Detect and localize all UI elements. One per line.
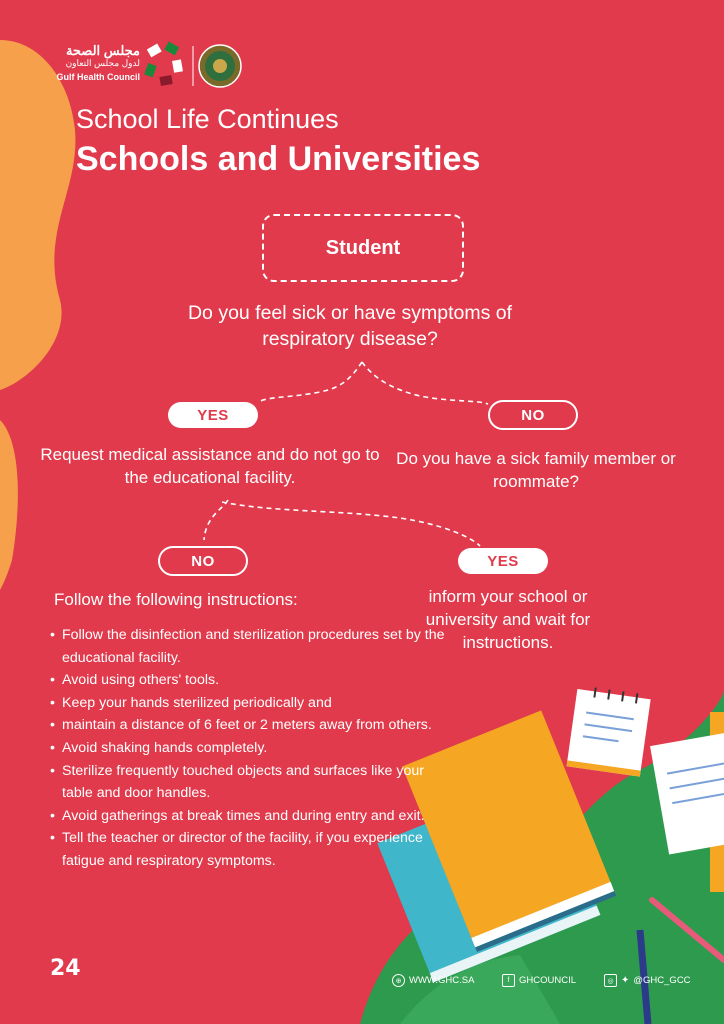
student-label: Student xyxy=(325,236,401,259)
list-item: • Tell the teacher or director of the facility, if you experience fatigue and respiratory symptoms. xyxy=(50,827,450,872)
instructions-title: Follow the following instructions: xyxy=(54,590,298,609)
facebook-icon: f xyxy=(502,974,515,987)
page-subtitle: School Life Continues xyxy=(76,104,339,134)
footer-website[interactable] xyxy=(392,974,474,987)
list-item: • maintain a distance of 6 feet or 2 meters away from others. xyxy=(50,714,450,737)
gcc-seal xyxy=(199,45,241,87)
ghc-flag-emblem xyxy=(143,42,183,86)
question-respiratory: Do you feel sick or have symptoms of respiratory disease? xyxy=(187,302,513,350)
question-sick-family: Do you have a sick family member or roommate? xyxy=(396,449,676,491)
footer-social[interactable] xyxy=(604,974,691,987)
footer-facebook[interactable] xyxy=(502,974,576,987)
inform-school-text: inform your school or university and wait for instructions. xyxy=(425,587,591,652)
no-pill-2: NO xyxy=(158,546,248,576)
page-number: 24 xyxy=(50,956,81,981)
list-item: • Keep your hands sterilized periodically and xyxy=(50,692,450,715)
request-assistance-text: Request medical assistance and do not go to the educational facility. xyxy=(40,445,380,487)
twitter-icon: ✦ xyxy=(621,975,630,986)
list-item: • Avoid shaking hands completely. xyxy=(50,737,450,760)
list-item: • Sterilize frequently touched objects and surfaces like your table and door handles. xyxy=(50,760,450,805)
list-item: • Avoid using others' tools. xyxy=(50,669,450,692)
instructions-list xyxy=(50,624,450,873)
logo-arabic-title: مجلس الصحة xyxy=(65,43,140,58)
orange-blob-left xyxy=(0,420,18,590)
page-title: Schools and Universities xyxy=(76,140,481,178)
website-text: WWW.GHC.SA xyxy=(409,975,475,986)
list-item: • Avoid gatherings at break times and during entry and exit. xyxy=(50,805,450,828)
student-box xyxy=(262,214,464,282)
logo-arabic-subtitle: لدول مجلس التعاون xyxy=(65,58,140,68)
list-item: • Follow the disinfection and sterilization procedures set by the educational facility. xyxy=(50,624,450,669)
globe-icon: ⊕ xyxy=(392,974,405,987)
orange-blob-top-left xyxy=(0,40,75,390)
no-pill-1: NO xyxy=(488,400,578,430)
yes-pill-2: YES xyxy=(458,548,548,574)
logo-english-name: Gulf Health Council xyxy=(56,72,140,82)
facebook-handle: GHCOUNCIL xyxy=(519,975,577,986)
notepad-illustration xyxy=(567,685,652,777)
instagram-icon: ◎ xyxy=(604,974,617,987)
social-handle: @GHC_GCC xyxy=(633,975,691,986)
yes-pill-1: YES xyxy=(168,402,258,428)
